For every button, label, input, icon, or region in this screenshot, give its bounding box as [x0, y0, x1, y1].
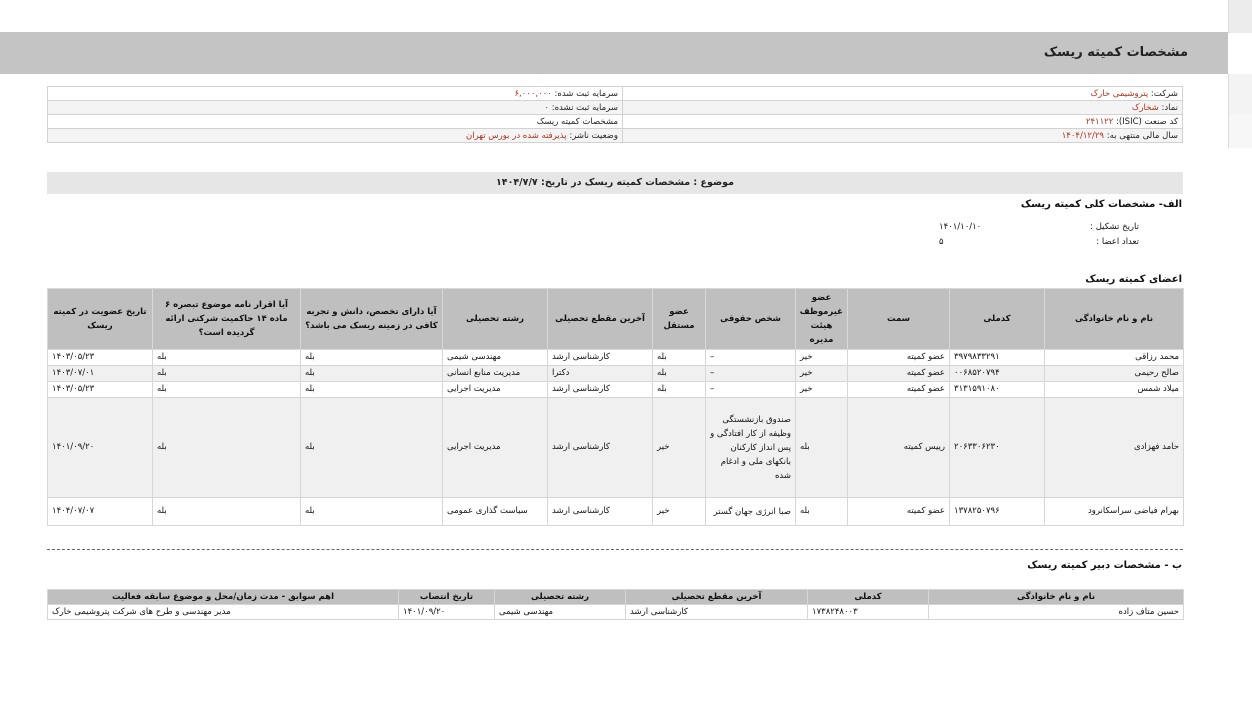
col-header-non-executive: عضو غیرموظف هیئت مدیره [796, 289, 848, 350]
col-header-independent: عضو مستقل [653, 289, 706, 350]
sec-col-header-national-id: کدملی [808, 590, 929, 605]
table-row [48, 605, 1184, 620]
cell-education-level: کارشناسی ارشد [548, 382, 653, 398]
company-value: پتروشیمی خارک [1090, 88, 1149, 99]
table-row [48, 350, 1184, 366]
cell-national-id: ۰۰۶۸۵۲۰۷۹۴ [950, 366, 1045, 382]
formation-date-value: ۱۴۰۱/۱۰/۱۰ [939, 221, 982, 232]
cell-non-executive: بله [796, 498, 848, 526]
member-count-value: ۵ [939, 236, 944, 247]
sec-col-header-name: نام و نام خانوادگی [929, 590, 1184, 605]
isic-value: ۲۴۱۱۲۲ [1085, 116, 1114, 127]
capital-registered-label: سرمایه ثبت شده: [554, 88, 618, 99]
general-section-heading: الف- مشخصات کلی کمیته ریسک [1020, 199, 1182, 210]
secretary-table [47, 589, 1184, 620]
col-header-field: رشته تحصیلی [443, 289, 548, 350]
cell-independent: بله [653, 366, 706, 382]
cell-membership-date: ۱۴۰۳/۰۷/۰۱ [48, 366, 153, 382]
company-info-table [47, 86, 1183, 143]
table-row [48, 398, 1184, 498]
sec-cell-name: حسین متاف زاده [929, 605, 1184, 620]
side-tab-middle[interactable] [1228, 74, 1252, 114]
publisher-status-cell [48, 129, 623, 143]
sec-cell-field: مهندسی شیمی [495, 605, 626, 620]
info-row [48, 87, 1183, 101]
fiscal-year-value: ۱۴۰۴/۱۲/۲۹ [1061, 130, 1104, 141]
info-row [48, 129, 1183, 143]
cell-legal-person: – [706, 382, 796, 398]
cell-declaration: بله [153, 350, 301, 366]
general-details [939, 219, 1139, 249]
cell-non-executive: خیر [796, 366, 848, 382]
col-header-position: سمت [848, 289, 950, 350]
sec-col-header-appointment-date: تاریخ انتصاب [399, 590, 495, 605]
report-type: مشخصات کمیته ریسک [536, 116, 618, 127]
cell-position: عضو کمیته [848, 382, 950, 398]
cell-field: مدیریت اجرایی [443, 382, 548, 398]
cell-legal-person: صندوق بازنشستگی وظیفه از کار افتادگی و پس انداز کارکنان بانکهای ملی و ادغام شده [706, 398, 796, 498]
symbol-cell [623, 101, 1183, 115]
section-divider [47, 549, 1183, 550]
cell-position: عضو کمیته [848, 366, 950, 382]
col-header-membership-date: تاریخ عضویت در کمیته ریسک [48, 289, 153, 350]
table-row [48, 366, 1184, 382]
formation-date-label: تاریخ تشکیل : [1090, 221, 1139, 232]
fiscal-year-cell [623, 129, 1183, 143]
secretary-section-heading: ب - مشخصات دبیر کمیته ریسک [1027, 560, 1182, 571]
cell-expertise: بله [301, 366, 443, 382]
cell-name: بهرام فیاضی سراسکانرود [1045, 498, 1184, 526]
sec-col-header-experience: اهم سوابق - مدت زمان/محل و موضوع سابقه فعالیت [48, 590, 399, 605]
cell-name: حامد فهزادی [1045, 398, 1184, 498]
cell-field: مدیریت منابع انسانی [443, 366, 548, 382]
info-row [48, 115, 1183, 129]
cell-independent: بله [653, 350, 706, 366]
capital-registered-value: ۶,۰۰۰,۰۰۰ [514, 88, 552, 99]
members-header-row [48, 289, 1184, 350]
secretary-header-row [48, 590, 1184, 605]
cell-independent: خیر [653, 398, 706, 498]
sec-cell-education-level: کارشناسی ارشد [626, 605, 808, 620]
company-cell [623, 87, 1183, 101]
cell-independent: بله [653, 382, 706, 398]
sec-cell-appointment-date: ۱۴۰۱/۰۹/۲۰ [399, 605, 495, 620]
capital-unregistered-label: سرمایه ثبت نشده: [551, 102, 618, 113]
cell-education-level: کارشناسی ارشد [548, 498, 653, 526]
members-table [47, 288, 1184, 526]
cell-membership-date: ۱۴۰۴/۰۷/۰۷ [48, 498, 153, 526]
sec-cell-national-id: ۱۷۳۸۲۴۸۰۰۳ [808, 605, 929, 620]
cell-field: مهندسی شیمی [443, 350, 548, 366]
col-header-national-id: کدملی [950, 289, 1045, 350]
cell-independent: خیر [653, 498, 706, 526]
members-section-heading: اعضای کمیته ریسک [1085, 274, 1182, 285]
cell-declaration: بله [153, 382, 301, 398]
table-row [48, 382, 1184, 398]
col-header-expertise: آیا دارای تخصص، دانش و تجربه کافی در زمینه ریسک می باشد؟ [301, 289, 443, 350]
cell-membership-date: ۱۴۰۳/۰۵/۲۳ [48, 350, 153, 366]
cell-non-executive: خیر [796, 350, 848, 366]
member-count-label: تعداد اعضا : [1096, 236, 1139, 247]
company-label: شرکت: [1150, 88, 1178, 99]
sec-col-header-field: رشته تحصیلی [495, 590, 626, 605]
title-bar [0, 32, 1228, 74]
cell-membership-date: ۱۴۰۳/۰۵/۲۳ [48, 382, 153, 398]
cell-national-id: ۲۰۶۳۳۰۶۲۳۰ [950, 398, 1045, 498]
symbol-label: نماد: [1161, 102, 1178, 113]
report-type-cell [48, 115, 623, 129]
cell-field: مدیریت اجرایی [443, 398, 548, 498]
publisher-status-label: وضعیت ناشر: [569, 130, 618, 141]
isic-cell [623, 115, 1183, 129]
capital-registered-cell [48, 87, 623, 101]
cell-name: میلاد شمس [1045, 382, 1184, 398]
cell-position: رییس کمیته [848, 398, 950, 498]
publisher-status-value: پذیرفته شده در بورس تهران [466, 130, 567, 141]
cell-non-executive: خیر [796, 382, 848, 398]
cell-name: صالح رحیمی [1045, 366, 1184, 382]
info-row [48, 101, 1183, 115]
cell-legal-person: – [706, 350, 796, 366]
side-tab-strip [1228, 0, 1252, 150]
cell-expertise: بله [301, 350, 443, 366]
capital-unregistered-value: ۰ [544, 102, 549, 113]
cell-position: عضو کمیته [848, 498, 950, 526]
table-row [48, 498, 1184, 526]
cell-expertise: بله [301, 398, 443, 498]
cell-declaration: بله [153, 498, 301, 526]
cell-non-executive: بله [796, 398, 848, 498]
member-count-row [939, 234, 1139, 249]
cell-legal-person: صبا انرژی جهان گستر [706, 498, 796, 526]
formation-date-row [939, 219, 1139, 234]
cell-national-id: ۳۱۳۱۵۹۱۰۸۰ [950, 382, 1045, 398]
cell-declaration: بله [153, 398, 301, 498]
cell-name: محمد رزاقی [1045, 350, 1184, 366]
cell-expertise: بله [301, 498, 443, 526]
cell-position: عضو کمیته [848, 350, 950, 366]
col-header-education-level: آخرین مقطع تحصیلی [548, 289, 653, 350]
col-header-name: نام و نام خانوادگی [1045, 289, 1184, 350]
side-tab-bottom[interactable] [1228, 114, 1252, 148]
symbol-value: شخارک [1131, 102, 1159, 113]
subject-bar: موضوع : مشخصات کمیته ریسک در تاریخ: ۱۴۰۴/۷/۷ [47, 172, 1183, 194]
cell-national-id: ۳۹۷۹۸۳۳۲۹۱ [950, 350, 1045, 366]
cell-national-id: ۱۳۷۸۲۵۰۷۹۶ [950, 498, 1045, 526]
cell-education-level: دکترا [548, 366, 653, 382]
side-tab-top[interactable] [1228, 0, 1252, 33]
capital-unregistered-cell [48, 101, 623, 115]
col-header-legal-person: شخص حقوقی [706, 289, 796, 350]
cell-legal-person: – [706, 366, 796, 382]
page-title: مشخصات کمیته ریسک [1043, 45, 1188, 60]
cell-expertise: بله [301, 382, 443, 398]
cell-declaration: بله [153, 366, 301, 382]
cell-education-level: کارشناسی ارشد [548, 350, 653, 366]
sec-cell-experience: مدیر مهندسی و طرح های شرکت پتروشیمی خارک [48, 605, 399, 620]
cell-education-level: کارشناسی ارشد [548, 398, 653, 498]
fiscal-year-label: سال مالی منتهی به: [1106, 130, 1178, 141]
sec-col-header-education-level: آخرین مقطع تحصیلی [626, 590, 808, 605]
isic-label: کد صنعت (ISIC): [1115, 116, 1178, 127]
col-header-declaration: آیا اقرار نامه موضوع تبصره ۶ ماده ۱۴ حاکمیت شرکتی ارائه گردیده است؟ [153, 289, 301, 350]
cell-membership-date: ۱۴۰۱/۰۹/۲۰ [48, 398, 153, 498]
cell-field: سیاست گذاری عمومی [443, 498, 548, 526]
